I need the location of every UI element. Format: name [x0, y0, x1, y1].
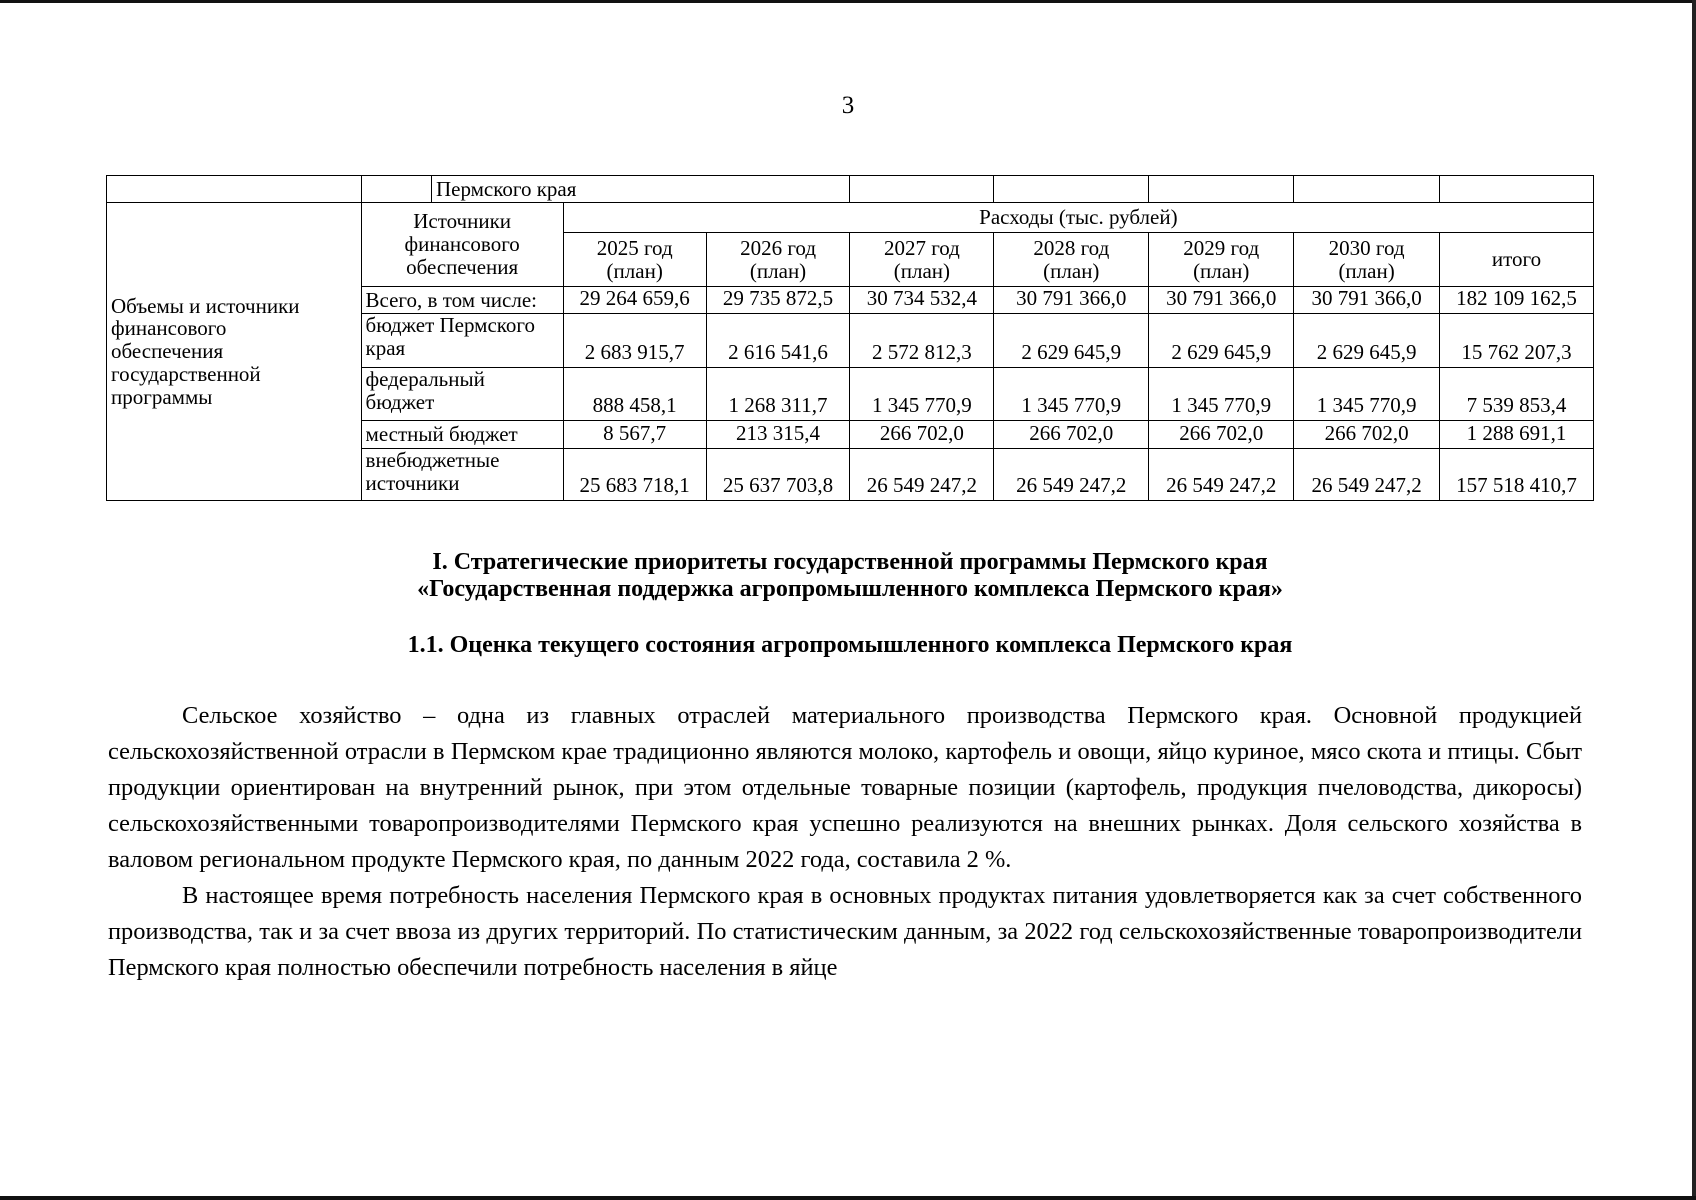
- total-cell: 1 288 691,1: [1440, 421, 1594, 449]
- body-text: [108, 698, 1582, 986]
- carryover-empty-cell: [107, 176, 362, 203]
- value-cell: 25 683 718,1: [563, 449, 706, 501]
- value-cell: 26 549 247,2: [994, 449, 1149, 501]
- total-cell: 157 518 410,7: [1440, 449, 1594, 501]
- value-cell: 2 683 915,7: [563, 314, 706, 368]
- value-cell: 1 345 770,9: [994, 368, 1149, 421]
- value-cell: 2 629 645,9: [1149, 314, 1294, 368]
- value-cell: 30 791 366,0: [1149, 287, 1294, 314]
- total-cell: 182 109 162,5: [1440, 287, 1594, 314]
- row-label: Всего, в том числе:: [361, 287, 563, 314]
- value-cell: 1 345 770,9: [1149, 368, 1294, 421]
- value-cell: 29 735 872,5: [706, 287, 850, 314]
- program-label-cell: [107, 203, 362, 501]
- program-label-line: государственной: [111, 361, 261, 386]
- section-title-line: «Государственная поддержка агропромышленного комплекса Пермского края»: [417, 576, 1283, 602]
- value-cell: 26 549 247,2: [1294, 449, 1440, 501]
- value-cell: 2 629 645,9: [994, 314, 1149, 368]
- value-cell: 888 458,1: [563, 368, 706, 421]
- carryover-empty-cell: [994, 176, 1149, 203]
- scan-edge-bottom: [0, 1196, 1696, 1200]
- value-cell: 2 629 645,9: [1294, 314, 1440, 368]
- value-cell: 266 702,0: [850, 421, 994, 449]
- carryover-empty-cell: [1294, 176, 1440, 203]
- value-cell: 1 345 770,9: [850, 368, 994, 421]
- year-header-2027: 2027 год (план): [850, 233, 994, 287]
- paragraph: В настоящее время потребность населения Пермского края в основных продуктах питания удовлетворяется как за счет собственного производства, так и за счет ввоза из других территорий. По статистическим данным, за 2022 год сельскохозяйственные товаропроизводители Пермского края полностью обеспечили потребность населения в яйце: [108, 882, 1582, 981]
- year-header-2026: 2026 год (план): [706, 233, 850, 287]
- value-cell: 266 702,0: [1149, 421, 1294, 449]
- carryover-empty-cell: [850, 176, 994, 203]
- subsection-title: 1.1. Оценка текущего состояния агропромышленного комплекса Пермского края: [407, 632, 1293, 658]
- value-cell: 2 572 812,3: [850, 314, 994, 368]
- value-cell: 213 315,4: [706, 421, 850, 449]
- total-cell: 7 539 853,4: [1440, 368, 1594, 421]
- value-cell: 26 549 247,2: [850, 449, 994, 501]
- value-cell: 30 791 366,0: [1294, 287, 1440, 314]
- value-cell: 2 616 541,6: [706, 314, 850, 368]
- scan-edge-right: [1692, 0, 1696, 1200]
- year-header-2025: 2025 год (план): [563, 233, 706, 287]
- year-header-2030: 2030 год (план): [1294, 233, 1440, 287]
- program-label-line: обеспечения: [111, 339, 224, 364]
- sources-header: Источники финансового обеспечения: [361, 203, 563, 287]
- row-label: федеральный бюджет: [361, 368, 563, 421]
- value-cell: 30 734 532,4: [850, 287, 994, 314]
- row-label: внебюджетные источники: [361, 449, 563, 501]
- value-cell: 26 549 247,2: [1149, 449, 1294, 501]
- carryover-empty-cell: [361, 176, 431, 203]
- header-row-expenses: [107, 203, 1594, 233]
- row-label: бюджет Пермского края: [361, 314, 563, 368]
- year-header-2028: 2028 год (план): [994, 233, 1149, 287]
- value-cell: 1 268 311,7: [706, 368, 850, 421]
- value-cell: 1 345 770,9: [1294, 368, 1440, 421]
- value-cell: 8 567,7: [563, 421, 706, 449]
- total-header: итого: [1440, 233, 1594, 287]
- program-label-line: финансового: [111, 316, 227, 341]
- value-cell: 29 264 659,6: [563, 287, 706, 314]
- carryover-empty-cell: [1149, 176, 1294, 203]
- carryover-text: Пермского края: [431, 176, 850, 203]
- paragraph: Сельское хозяйство – одна из главных отраслей материального производства Пермского края. Основной продукцией сельскохозяйственной отрасли в Пермском крае традиционно являются молоко, картофель и овощи, яйцо куриное, мясо скота и птицы. Сбыт продукции ориентирован на внутренний рынок, при этом отдельные товарные позиции (картофель, продукция пчеловодства, дикоросы) сельскохозяйственными товаропроизводителями Пермского края успешно реализуются на внешних рынках. Доля сельского хозяйства в валовом региональном продукте Пермского края, по данным 2022 года, составила 2 %.: [108, 702, 1582, 873]
- total-cell: 15 762 207,3: [1440, 314, 1594, 368]
- value-cell: 266 702,0: [994, 421, 1149, 449]
- page-number: 3: [841, 92, 855, 119]
- section-title-line: I. Стратегические приоритеты государственной программы Пермского края: [432, 549, 1268, 575]
- value-cell: 266 702,0: [1294, 421, 1440, 449]
- expenses-header: Расходы (тыс. рублей): [563, 203, 1593, 233]
- carryover-empty-cell: [1440, 176, 1594, 203]
- carryover-row: [107, 176, 1594, 203]
- value-cell: 30 791 366,0: [994, 287, 1149, 314]
- program-label-line: программы: [111, 384, 213, 409]
- program-label-line: Объемы и источники: [111, 293, 300, 318]
- row-label: местный бюджет: [361, 421, 563, 449]
- scan-edge-top: [0, 0, 1696, 3]
- year-header-2029: 2029 год (план): [1149, 233, 1294, 287]
- section-title: [106, 549, 1594, 603]
- value-cell: 25 637 703,8: [706, 449, 850, 501]
- financing-table: [106, 175, 1594, 501]
